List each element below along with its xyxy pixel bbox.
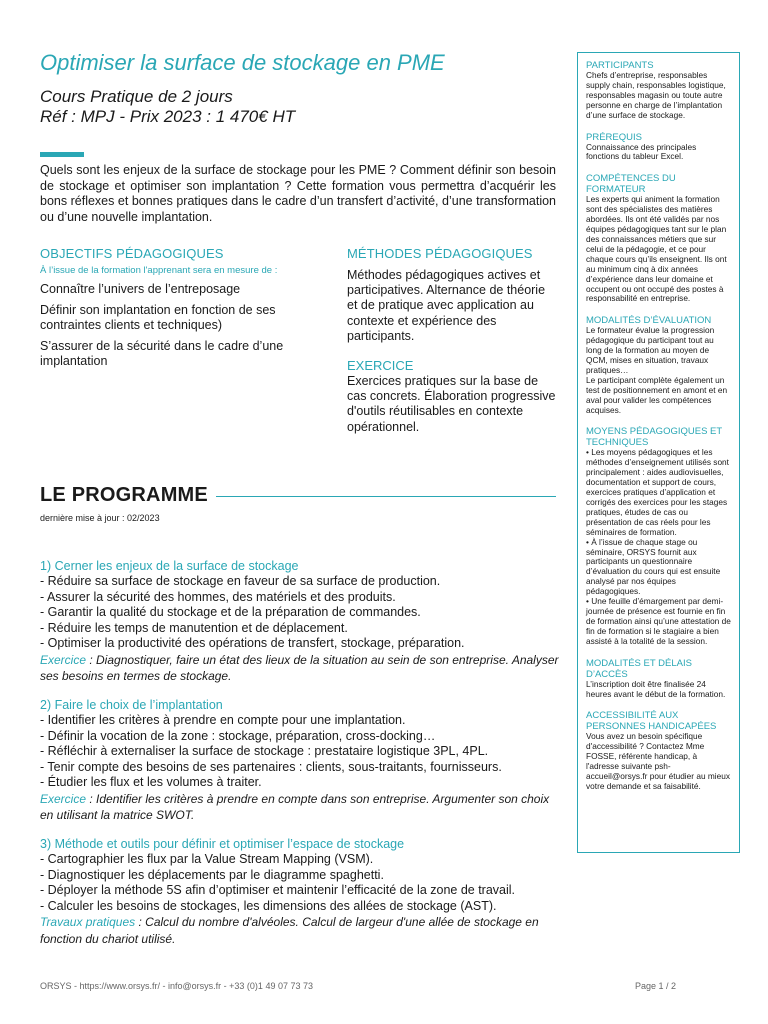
sidebar-text-prerequisites: Connaissance des principales fonctions du tableur Excel. (586, 141, 697, 162)
intro-paragraph: Quels sont les enjeux de la surface de stockage pour les PME ? Comment définir son besoin de stockage et optimiser son implantation ? Cette formation vous permettra d’acquérir les bons réflexes et bonnes pratiques dans le cadre d’un transfert d’activité, d’une transformation ou d’une nouvelle implantation. (40, 163, 556, 224)
sidebar-text-access: L’inscription doit être finalisée 24 heures avant le début de la formation. (586, 678, 726, 699)
programme-divider (216, 496, 556, 497)
exercise-label: Exercice (40, 652, 87, 667)
sidebar-text-evaluation: Le formateur évalue la progression pédagogique du participant tout au long de la formation au moyen de QCM, mises en situation, travaux pratiques… Le participant complète également un test de positionnement en amont et en aval pour valider les compétences acquises. (586, 325, 728, 415)
module-item: - Calculer les besoins de stockages, les dimensions des allées de stockage (AST). (40, 898, 497, 913)
module-item: - Diagnostiquer les déplacements par le diagramme spaghetti. (40, 867, 384, 882)
module-exercise (40, 652, 560, 685)
module-item: - Cartographier les flux par la Value Stream Mapping (VSM). (40, 851, 374, 866)
exercise-description: : Diagnostiquer, faire un état des lieux de la situation au sein de son entreprise. Analyser ses besoins en termes de stockage. (40, 652, 559, 684)
exercise-heading: EXERCICE (347, 358, 414, 374)
methods-section (347, 246, 557, 435)
exercise-description: : Calcul du nombre d'alvéoles. Calcul de largeur d'une allée de stockage en fonction du chariot utilisé. (40, 915, 539, 946)
course-subtitle (40, 87, 295, 127)
footer-contact: ORSYS - https://www.orsys.fr/ - info@orsys.fr - +33 (0)1 49 07 73 73 (40, 981, 313, 991)
programme-updated: dernière mise à jour : 02/2023 (40, 513, 160, 523)
module-heading: 3) Méthode et outils pour définir et optimiser l’espace de stockage (40, 836, 405, 851)
module-item: - Optimiser la productivité des opérations de transfert, stockage, préparation. (40, 636, 465, 651)
module-item: - Assurer la sécurité des hommes, des matériels et des produits. (40, 589, 396, 604)
objectives-section (40, 246, 330, 369)
sidebar-heading-prerequisites: PRÉREQUIS (586, 131, 642, 143)
accent-bar (40, 152, 84, 157)
methods-heading: MÉTHODES PÉDAGOGIQUES (347, 246, 533, 261)
exercise-description: : Identifier les critères à prendre en compte dans son entreprise. Argumenter son choix en utilisant la matrice SWOT. (40, 791, 550, 823)
module-3 (40, 836, 560, 947)
programme-modules (40, 558, 560, 959)
sidebar-text-trainer: Les experts qui animent la formation sont des spécialistes des matières abordées. Ils ont été validés par nos équipes pédagogiques tant sur le plan des connaissances métiers que sur celui de la pédagogie, et ce pour chaque cours qu’ils enseignent. Ils ont au minimum cinq à dix années d’expérience dans leur domaine et occupent ou ont occupé des postes à responsabilité en entreprise. (586, 194, 727, 304)
module-item: - Réduire sa surface de stockage en faveur de sa surface de production. (40, 574, 441, 588)
exercise-text: Exercices pratiques sur la base de cas concrets. Élaboration progressive d'outils réutilisables en contexte opérationnel. (347, 374, 556, 434)
sidebar-heading-evaluation: MODALITÉS D’ÉVALUATION (586, 315, 712, 327)
info-sidebar (577, 52, 740, 853)
objective-item: Définir son implantation en fonction de ses contraintes clients et techniques) (40, 303, 276, 332)
module-exercise (40, 791, 560, 824)
module-item: - Tenir compte des besoins de ses partenaires : clients, sous-traitants, fournisseurs. (40, 759, 502, 774)
page-title: Optimiser la surface de stockage en PME (40, 50, 445, 75)
exercise-label: Exercice (40, 791, 87, 806)
exercise-label: Travaux pratiques (40, 915, 136, 930)
sidebar-heading-participants: PARTICIPANTS (586, 60, 654, 71)
module-item: - Réfléchir à externaliser la surface de stockage : prestataire logistique 3PL, 4PL. (40, 744, 489, 759)
module-item: - Identifier les critères à prendre en compte pour une implantation. (40, 712, 406, 727)
sidebar-heading-accessibility: ACCESSIBILITÉ AUX PERSONNES HANDICAPÉES (586, 710, 717, 733)
objective-item: S’assurer de la sécurité dans le cadre d’une implantation (40, 339, 284, 368)
objectives-heading: OBJECTIFS PÉDAGOGIQUES (40, 246, 224, 261)
module-item: - Étudier les flux et les volumes à traiter. (40, 775, 262, 790)
module-item: - Réduire les temps de manutention et de déplacement. (40, 620, 348, 635)
module-heading: 1) Cerner les enjeux de la surface de stockage (40, 559, 299, 573)
methods-text: Méthodes pédagogiques actives et participatives. Alternance de théorie et de pratique avec application au contexte et expérience des participants. (347, 268, 546, 343)
module-2 (40, 697, 560, 824)
module-item: - Déployer la méthode 5S afin d’optimiser et maintenir l’efficacité de la zone de travail. (40, 883, 516, 898)
sidebar-text-means: • Les moyens pédagogiques et les méthodes d’enseignement utilisés sont principalement : aides audiovisuelles, documentation et support de cours, exercices pratiques d’application et corrigés des exercices pour les stages pratiques, études de cas ou présentation de cas réels pour les séminaires de formation. • À l’issue de chaque stage ou séminaire, ORSYS fournit aux participants un questionnaire d’évaluation du cours qui est ensuite analysé par nos équipes pédagogiques. • Une feuille d’émargement par demi-journée de présence est fournie en fin de formation ainsi qu’une attestation de fin de formation si le stagiaire a bien assisté à la totalité de la session. (586, 447, 731, 646)
sidebar-text-accessibility: Vous avez un besoin spécifique d'accessibilité ? Contactez Mme FOSSE, référente handicap, à l'adresse suivante psh-accueil@orsys.fr pour étudier au mieux votre demande et sa faisabilité. (586, 731, 731, 791)
course-reference-price: Réf : MPJ - Prix 2023 : 1 470€ HT (40, 107, 296, 126)
module-item: - Garantir la qualité du stockage et de la préparation de commandes. (40, 605, 421, 620)
module-1 (40, 558, 560, 685)
sidebar-text-participants: Chefs d’entreprise, responsables supply chain, responsables logistique, responsables magasin ou toute autre personne en charge de l’implantation d’une surface de stockage. (586, 70, 726, 120)
sidebar-heading-access: MODALITÉS ET DÉLAIS D’ACCÈS (586, 657, 692, 680)
module-exercise (40, 914, 560, 947)
page-number: Page 1 / 2 (635, 981, 677, 991)
sidebar-heading-trainer: COMPÉTENCES DU FORMATEUR (586, 173, 676, 196)
course-duration: Cours Pratique de 2 jours (40, 87, 233, 106)
programme-title: LE PROGRAMME (40, 484, 208, 506)
objectives-subheading: À l’issue de la formation l'apprenant sera en mesure de : (40, 265, 278, 276)
module-item: - Définir la vocation de la zone : stockage, préparation, cross-docking… (40, 728, 436, 743)
module-heading: 2) Faire le choix de l’implantation (40, 697, 223, 712)
sidebar-heading-means: MOYENS PÉDAGOGIQUES ET TECHNIQUES (586, 426, 723, 449)
objective-item: Connaître l’univers de l’entreposage (40, 282, 241, 296)
